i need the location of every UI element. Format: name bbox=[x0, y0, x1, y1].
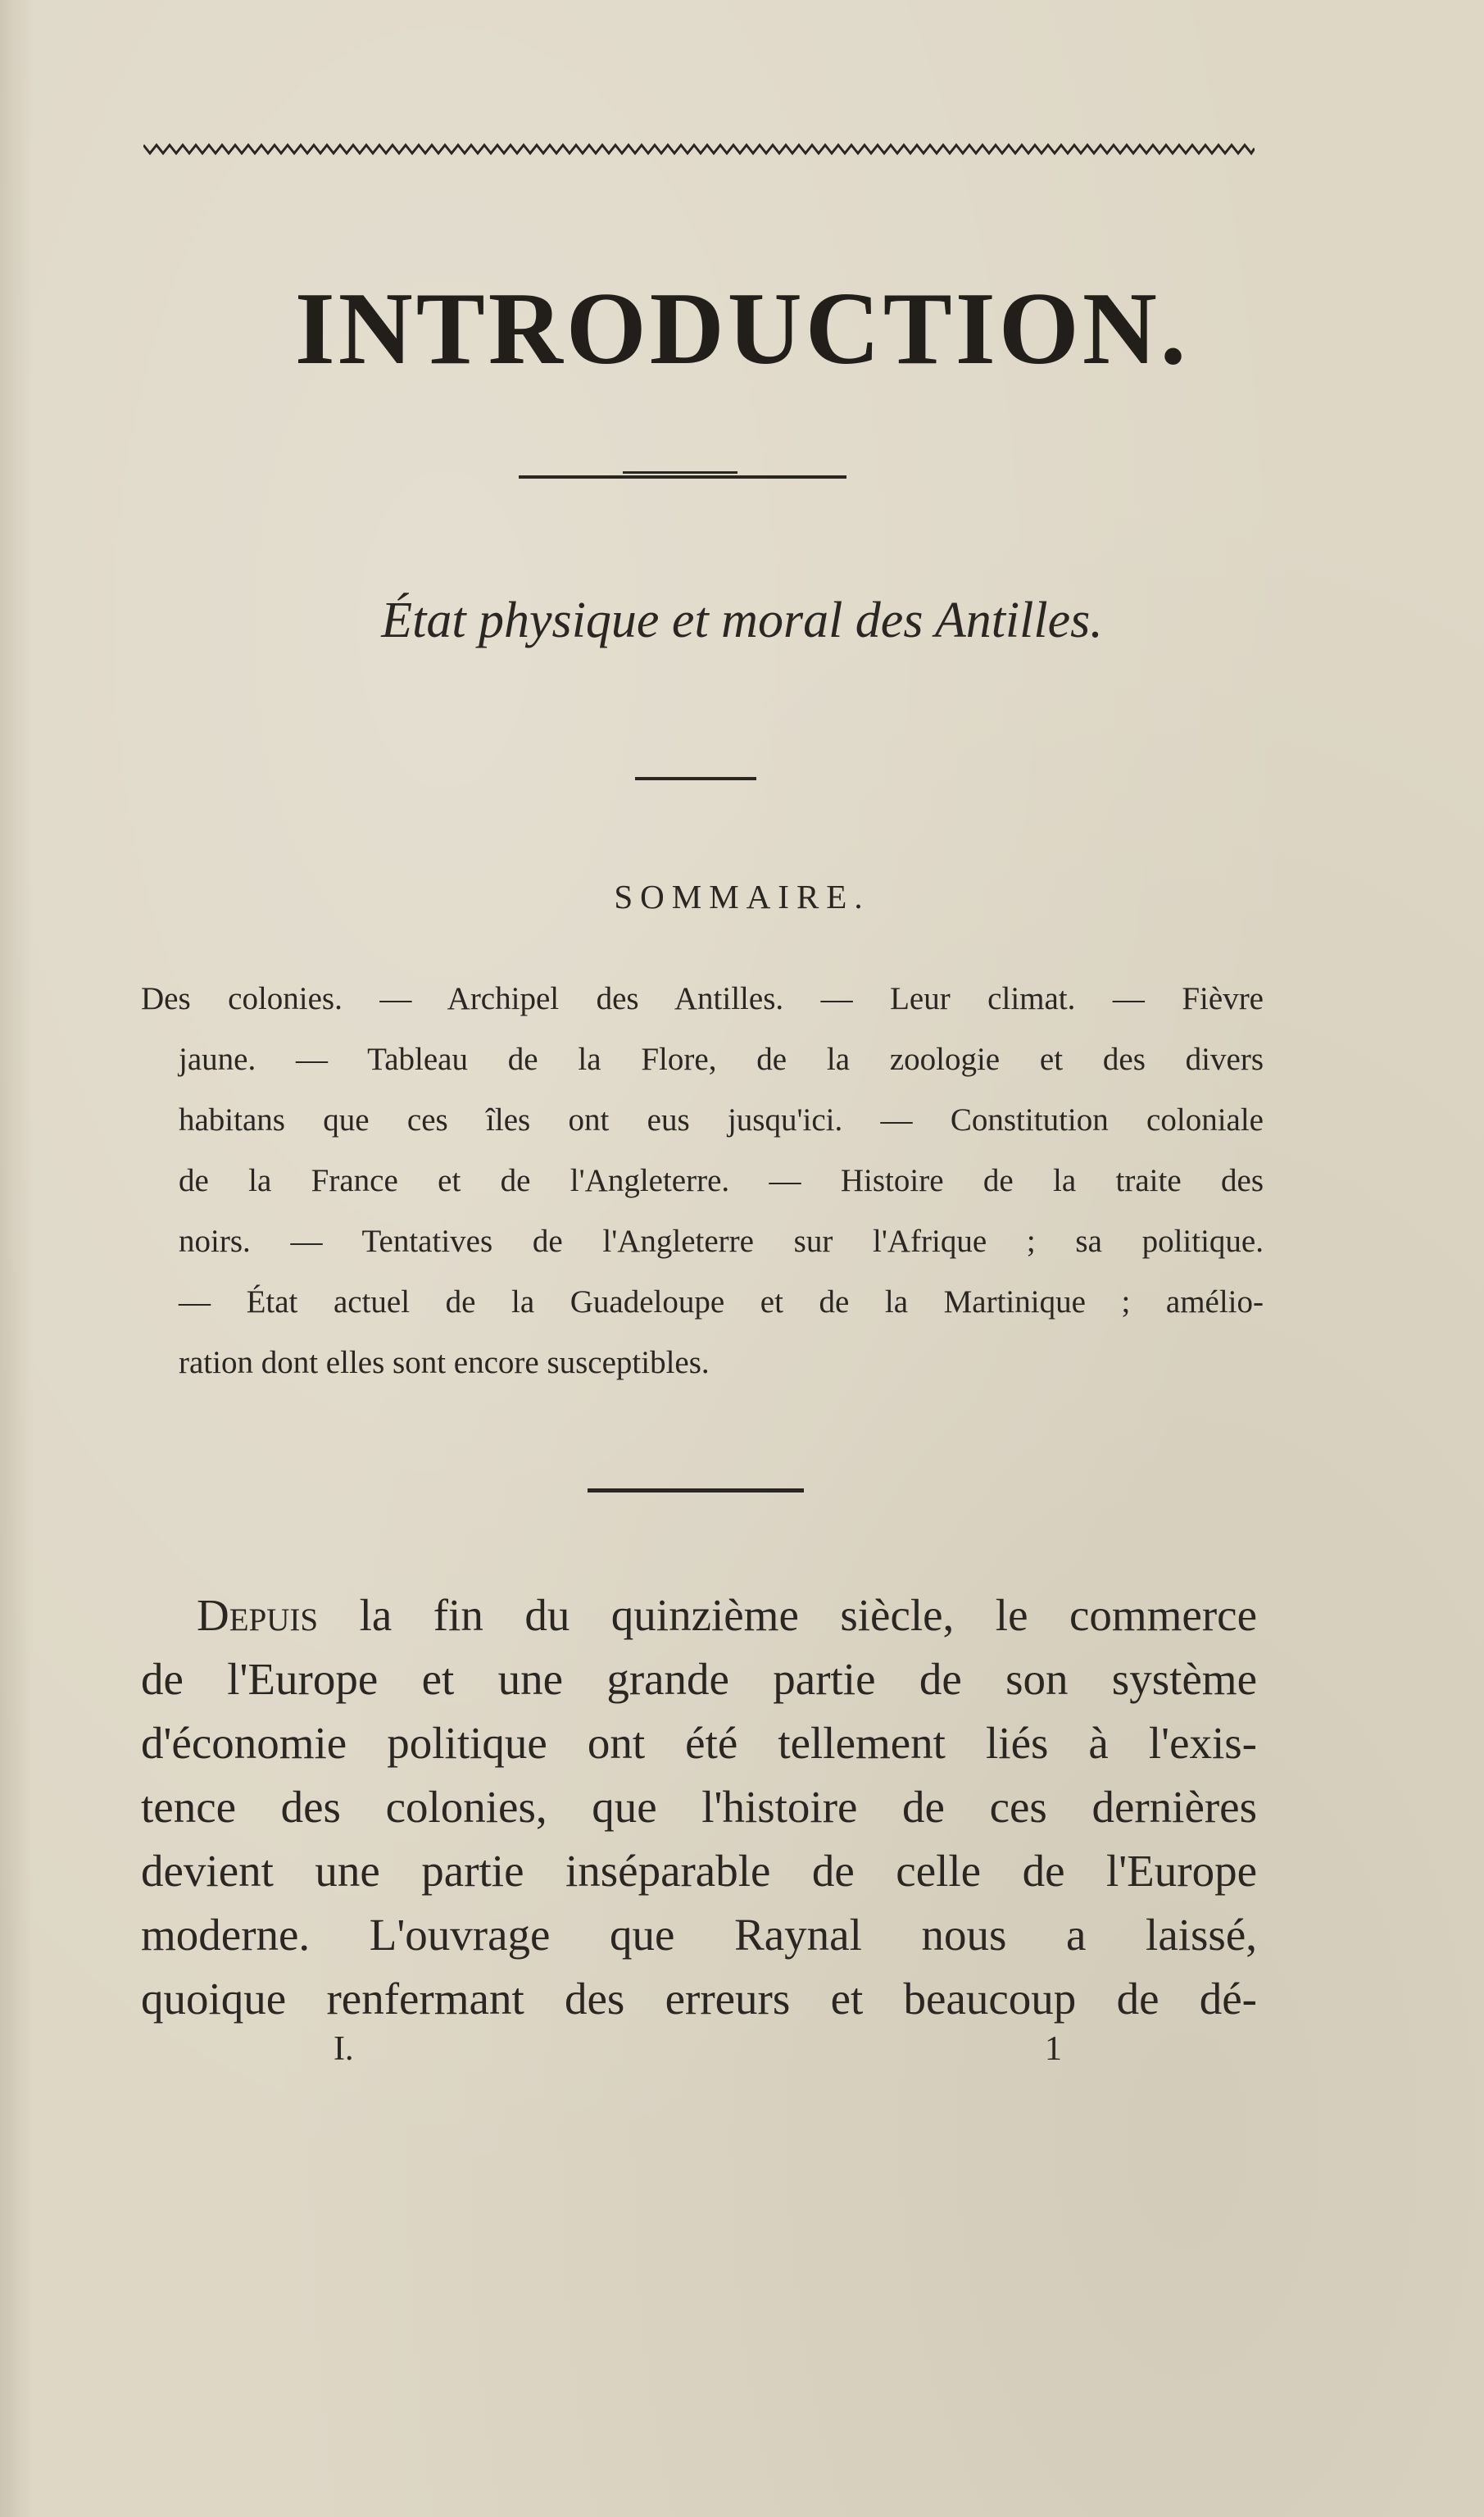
summary-line: habitans que ces îles ont eus jusqu'ici. — Constitution coloniale bbox=[179, 1102, 1264, 1138]
body-line-text: la fin du quinzième siècle, le commerce bbox=[359, 1590, 1257, 1640]
page-footer bbox=[0, 2029, 1484, 2087]
body-line: devient une partie inséparable de celle de l'Europe bbox=[141, 1846, 1257, 1896]
summary-divider bbox=[588, 1488, 804, 1492]
body-line: de l'Europe et une grande partie de son système bbox=[141, 1654, 1257, 1704]
body-line bbox=[141, 1583, 1257, 1647]
body-line: moderne. L'ouvrage que Raynal nous a laissé, bbox=[141, 1910, 1257, 1960]
chapter-subtitle: État physique et moral des Antilles. bbox=[381, 593, 1103, 648]
body-line: quoique renfermant des erreurs et beaucoup de dé- bbox=[141, 1974, 1257, 2024]
summary-line: Des colonies. — Archipel des Antilles. — Leur climat. — Fièvre bbox=[141, 981, 1264, 1016]
ornamental-header-rule bbox=[143, 142, 1255, 157]
page-number: 1 bbox=[1045, 2030, 1062, 2068]
body-line: tence des colonies, que l'histoire de ces dernières bbox=[141, 1782, 1257, 1832]
title-divider bbox=[519, 475, 846, 479]
body-line: d'économie politique ont été tellement liés à l'exis- bbox=[141, 1718, 1257, 1768]
body-paragraph bbox=[141, 1583, 1257, 2031]
drop-word: Depuis bbox=[197, 1590, 319, 1640]
summary-line: noirs. — Tentatives de l'Angleterre sur l'Afrique ; sa politique. bbox=[179, 1224, 1264, 1259]
summary-line: — État actuel de la Guadeloupe et de la Martinique ; amélio- bbox=[179, 1284, 1264, 1320]
summary-line: ration dont elles sont encore susceptibles. bbox=[179, 1345, 710, 1380]
summary-line: jaune. — Tableau de la Flore, de la zoologie et des divers bbox=[179, 1042, 1264, 1077]
title-divider-swell bbox=[623, 471, 737, 474]
chapter-title: INTRODUCTION. bbox=[294, 272, 1190, 386]
subtitle-divider bbox=[635, 777, 756, 780]
signature-mark: I. bbox=[334, 2030, 354, 2068]
summary-block bbox=[141, 969, 1264, 1393]
summary-heading: SOMMAIRE. bbox=[614, 878, 870, 915]
summary-line: de la France et de l'Angleterre. — Histoire de la traite des bbox=[179, 1163, 1264, 1198]
